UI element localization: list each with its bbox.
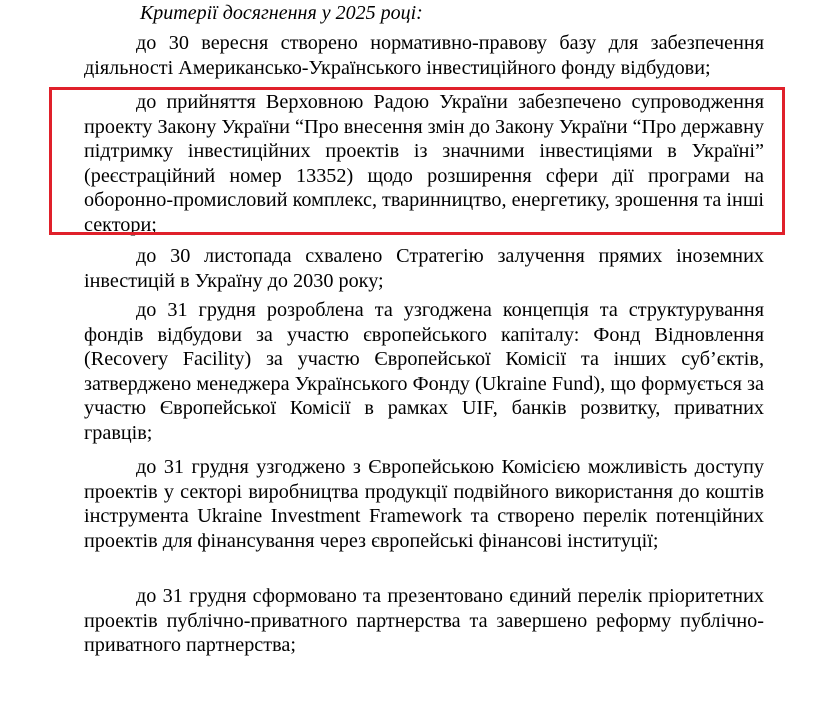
red-highlight-box [49,87,785,235]
criterion-paragraph-4: до 31 грудня розроблена та узгоджена концепція та структурування фондів відбудови за участю європейського капіталу: Фонд Відновлення (Recovery Facility) за участю Європейської Комісії та інших суб’єктів, затверджено менеджера Українського Фонду (Ukraine Fund), що формується за участю Європейської Комісії в рамках UIF, банків розвитку, приватних гравців; [84,299,764,444]
criterion-paragraph-1: до 30 вересня створено нормативно-правову базу для забезпечення діяльності Американсько-Українського інвестиційного фонду відбудови; [84,32,764,79]
criterion-paragraph-6: до 31 грудня сформовано та презентовано єдиний перелік пріоритетних проектів публічно-приватного партнерства та завершено реформу публічно-приватного партнерства; [84,585,764,657]
criterion-paragraph-2: до прийняття Верховною Радою України забезпечено супроводження проекту Закону України “Про внесення змін до Закону України “Про державну підтримку інвестиційних проектів із значними інвестиціями в Україні” (реєстраційний номер 13352) щодо розширення сфери дії програми на оборонно-промисловий комплекс, тваринництво, енергетику, зрошення та інші сектори; [84,91,764,236]
criteria-heading: Критерії досягнення у 2025 році: [140,2,423,24]
criterion-paragraph-3: до 30 листопада схвалено Стратегію залучення прямих іноземних інвестицій в Україну до 2030 року; [84,245,764,292]
criterion-paragraph-5: до 31 грудня узгоджено з Європейською Комісією можливість доступу проектів у секторі виробництва продукції подвійного використання до коштів інструмента Ukraine Investment Framework та створено перелік потенційних проектів для фінансування через європейські фінансові інституції; [84,456,764,552]
